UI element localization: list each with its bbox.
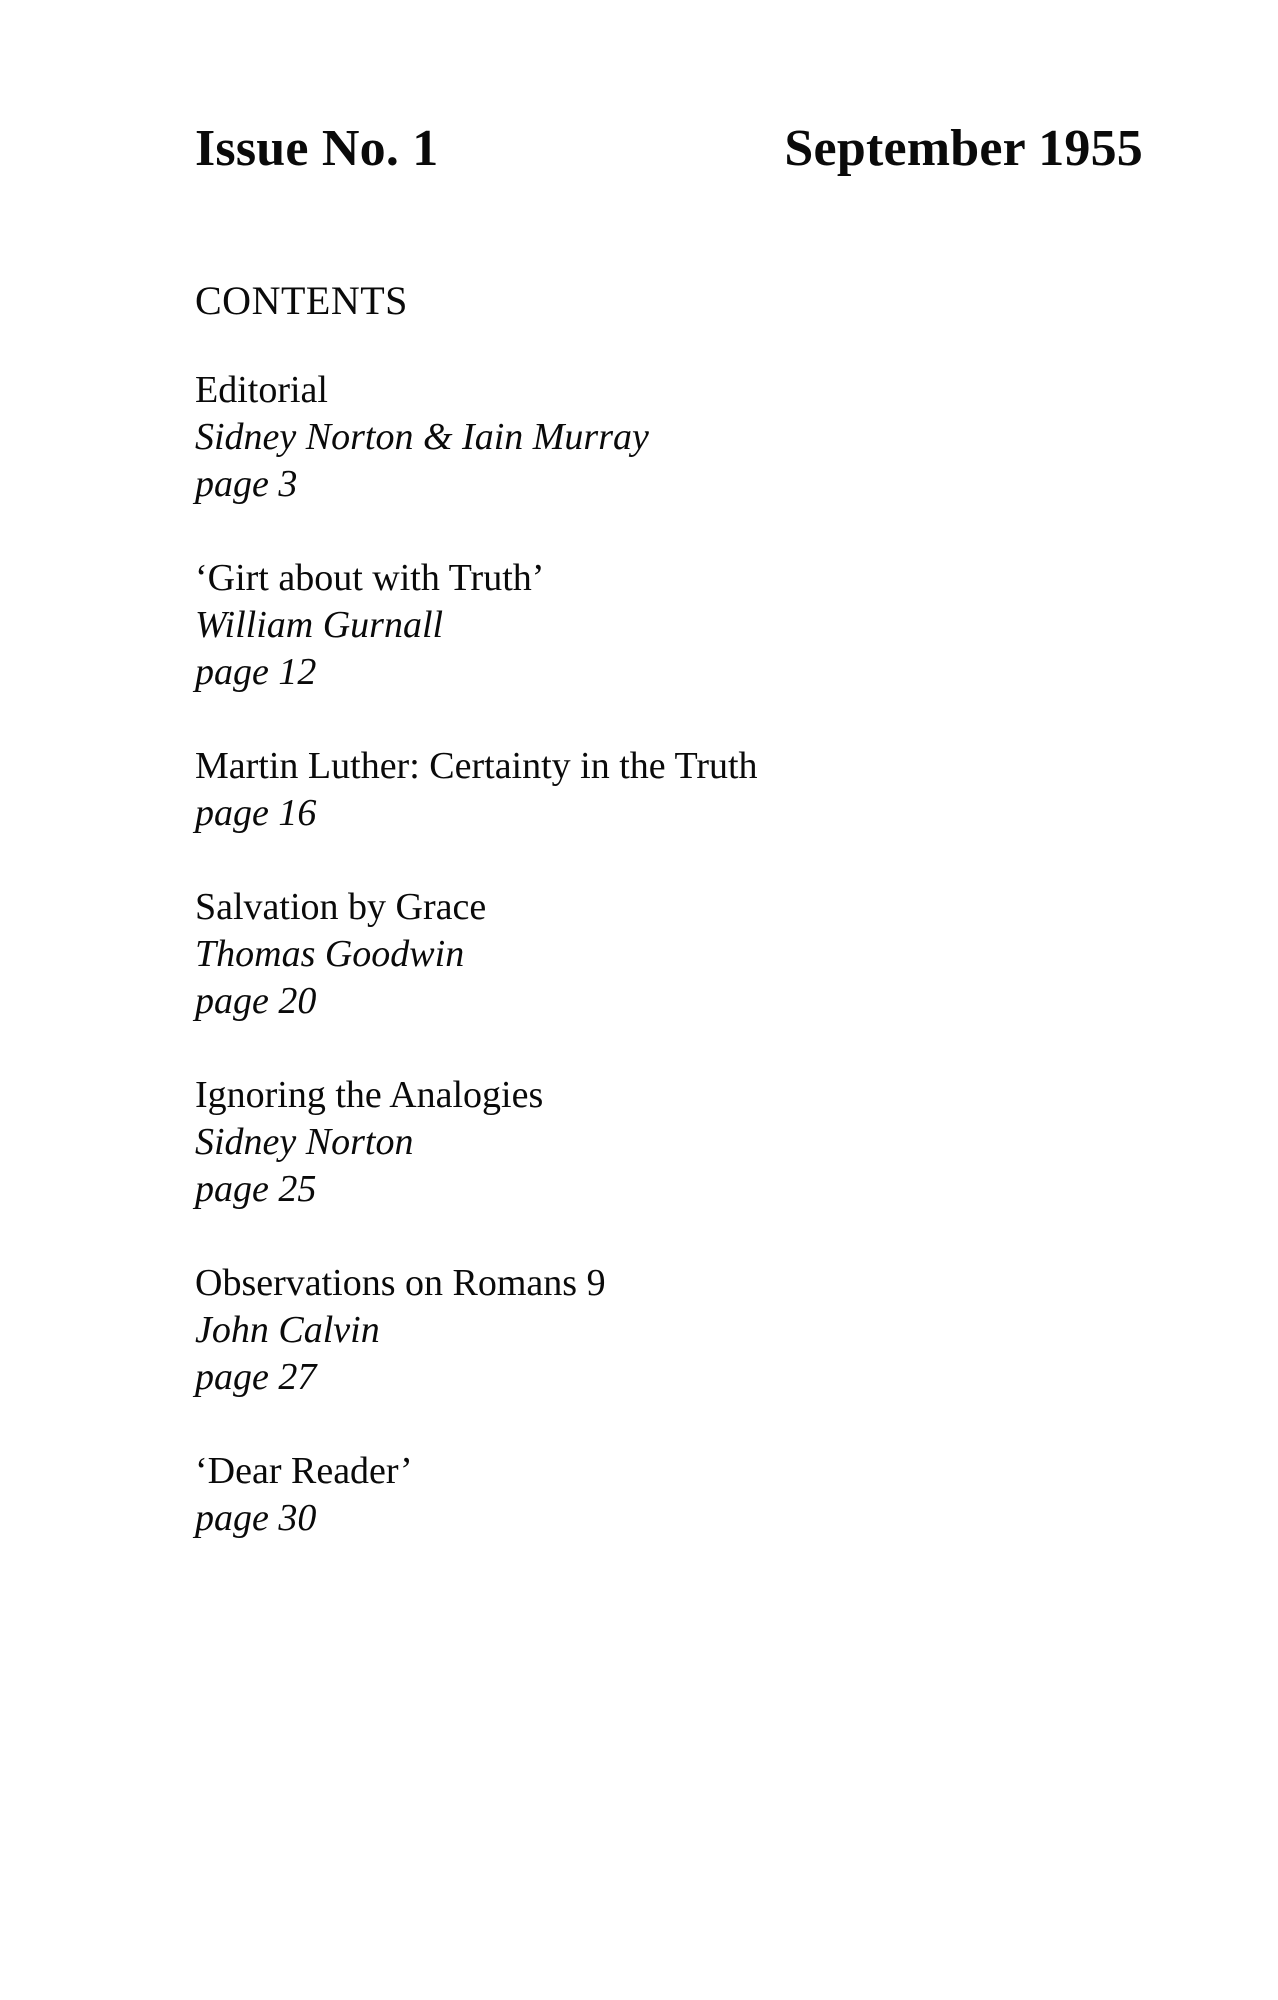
toc-entry-author: Sidney Norton & Iain Murray bbox=[195, 416, 649, 458]
toc-entry-author: William Gurnall bbox=[195, 604, 444, 646]
toc-entry-author: Thomas Goodwin bbox=[195, 933, 465, 975]
toc-entry bbox=[195, 1260, 1143, 1401]
toc-entry-page: page 12 bbox=[195, 651, 317, 693]
toc-entry bbox=[195, 1072, 1143, 1213]
issue-date: September 1955 bbox=[784, 120, 1143, 177]
toc-entry-author: John Calvin bbox=[195, 1309, 380, 1351]
toc-entry bbox=[195, 1448, 1143, 1542]
toc-entry-author: Sidney Norton bbox=[195, 1121, 414, 1163]
toc-entry-title: ‘Dear Reader’ bbox=[195, 1450, 413, 1492]
issue-number: Issue No. 1 bbox=[195, 120, 439, 177]
toc-entry-page: page 30 bbox=[195, 1497, 317, 1539]
toc-entry-page: page 25 bbox=[195, 1168, 317, 1210]
toc-entry-page: page 20 bbox=[195, 980, 317, 1022]
toc-entry-page: page 27 bbox=[195, 1356, 317, 1398]
toc-entry bbox=[195, 884, 1143, 1025]
toc-entry-title: Observations on Romans 9 bbox=[195, 1262, 606, 1304]
toc-entry-title: ‘Girt about with Truth’ bbox=[195, 557, 545, 599]
toc-entry bbox=[195, 555, 1143, 696]
toc-entry bbox=[195, 743, 1143, 837]
contents-heading: CONTENTS bbox=[195, 278, 408, 323]
toc-entry bbox=[195, 367, 1143, 508]
toc-entry-title: Ignoring the Analogies bbox=[195, 1074, 544, 1116]
toc-entry-page: page 16 bbox=[195, 792, 317, 834]
toc-entry-title: Editorial bbox=[195, 369, 328, 411]
toc-entry-page: page 3 bbox=[195, 463, 298, 505]
masthead bbox=[195, 120, 1143, 177]
toc-list bbox=[195, 367, 1143, 1542]
toc-entry-title: Martin Luther: Certainty in the Truth bbox=[195, 745, 758, 787]
toc-entry-title: Salvation by Grace bbox=[195, 886, 487, 928]
